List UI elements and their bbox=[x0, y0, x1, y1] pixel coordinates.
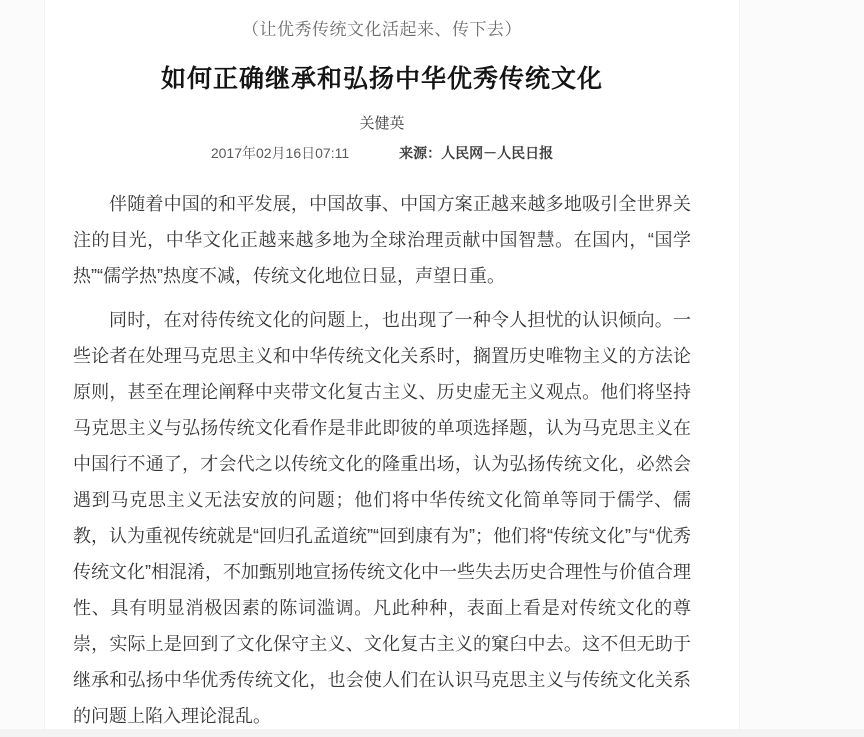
article-source bbox=[399, 145, 553, 161]
article-kicker: （让优秀传统文化活起来、传下去） bbox=[242, 20, 522, 39]
publish-date: 2017年02月16日07:11 bbox=[210, 145, 350, 161]
article-paragraph: 同时，在对待传统文化的问题上，也出现了一种令人担忧的认识倾向。一些论者在处理马克思主义和中华传统文化关系时，搁置历史唯物主义的方法论原则，甚至在理论阐释中夹带文化复古主义、历史虚无主义观点。他们将坚持马克思主义与弘扬传统文化看作是非此即彼的单项选择题，认为马克思主义在中国行不通了，才会代之以传统文化的隆重出场，认为弘扬传统文化，必然会遇到马克思主义无法安放的问题；他们将中华传统文化简单等同于儒学、儒教，认为重视传统就是“回归孔孟道统”“回到康有为”；他们将“传统文化”与“优秀传统文化”相混淆，不加甄别地宣扬传统文化中一些失去历史合理性与价值合理性、具有明显消极因素的陈词滥调。凡此种种，表面上看是对传统文化的尊崇，实际上是回到了文化保守主义、文化复古主义的窠臼中去。这不但无助于继承和弘扬中华优秀传统文化，也会使人们在认识马克思主义与传统文化关系的问题上陷入理论混乱。 bbox=[73, 310, 691, 726]
bottom-divider bbox=[0, 729, 864, 737]
article-body bbox=[73, 186, 691, 734]
article-author: 关健英 bbox=[359, 115, 405, 132]
source-name: 人民网－人民日报 bbox=[441, 145, 554, 161]
article-meta bbox=[73, 145, 691, 161]
article-card bbox=[44, 0, 740, 737]
article-title: 如何正确继承和弘扬中华优秀传统文化 bbox=[160, 65, 603, 93]
article-paragraph: 伴随着中国的和平发展，中国故事、中国方案正越来越多地吸引全世界关注的目光，中华文化正越来越多地为全球治理贡献中国智慧。在国内，“国学热”“儒学热”热度不减，传统文化地位日显，声望日重。 bbox=[73, 194, 691, 286]
source-label: 来源： bbox=[399, 145, 442, 161]
